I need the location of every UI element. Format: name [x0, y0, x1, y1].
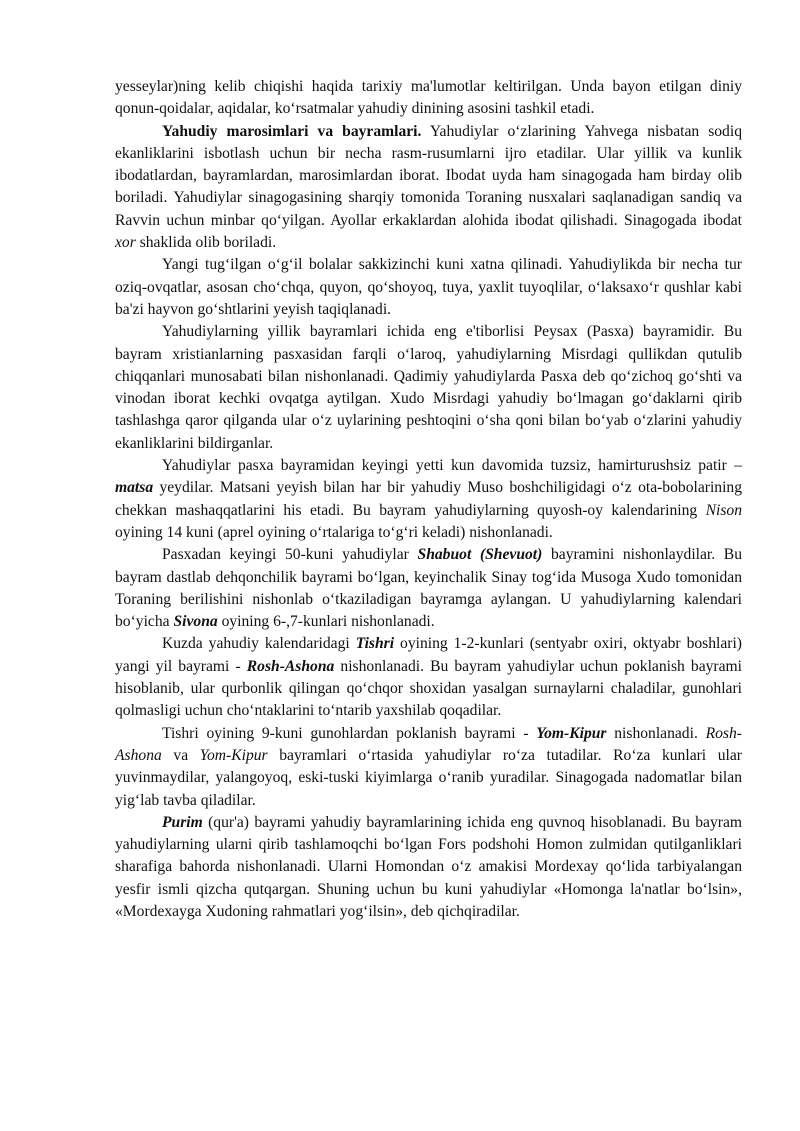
paragraph-text: Yangi tug‘ilgan o‘g‘il bolalar sakkizinchi kuni xatna qilinadi. Yahudiylikda bir necha tur oziq-ovqatlar, asosan cho‘chqa, quyon, qo‘shoyoq, tuya, yaxlit tuyoqlilar, o‘laksaxo‘r qushlar kabi ba'zi hayvon go‘shtlarini yeyish taqiqlanadi. — [115, 256, 742, 318]
term-xor: xor — [115, 234, 136, 252]
paragraph-text: Tishri oyining 9-kuni gunohlardan poklanish bayrami - — [162, 724, 537, 742]
paragraph-circumcision-food — [115, 254, 742, 321]
term-tishri: Tishri — [355, 635, 395, 653]
paragraph-purim — [115, 812, 742, 923]
term-shabuot: Shabuot (Shevuot) — [417, 546, 543, 564]
document-page — [115, 76, 742, 923]
paragraph-text: Kuzda yahudiy kalendaridagi — [162, 635, 356, 653]
paragraph-peysax — [115, 321, 742, 455]
paragraph-text: nishonlanadi. — [606, 724, 706, 742]
term-purim: Purim — [162, 813, 203, 831]
paragraph-yom-kipur — [115, 723, 742, 812]
term-rosh-ashona-italic: Rosh-Ashona — [115, 724, 742, 764]
paragraph-text: yeydilar. Matsani yeyish bilan har bir yahudiy Muso boshchiligidagi o‘z ota-bobolarining chekkan mashaqqatlarini his etadi. Bu bayram yahudiylarning quyosh-oy kalendarining — [115, 479, 742, 519]
paragraph-text: Pasxadan keyingi 50-kuni yahudiylar — [162, 546, 418, 564]
paragraph-text: Yahudiylarning yillik bayramlari ichida eng e'tiborlisi Peysax (Pasxa) bayramidir. Bu bayram xristianlarning pasxasidan farqli o‘laroq, yahudiylarning Misrdagi qullikdan qutulib chiqqanlari munosabati bilan nishonlanadi. Qadimiy yahudiylarda Pasxa deb qo‘zichoq go‘shti va vinodan iborat kechki ovqatga aytilgan. Xudo Misrdagi yahudiy bo‘lmagan go‘daklarni qirib tashlashga qaror qilganda ular o‘z uylarining peshtoqini o‘sha qoni bilan bo‘yab o‘zlarini yahudiy ekanliklarini bildirganlar. — [115, 323, 742, 452]
paragraph-text: yesseylar)ning kelib chiqishi haqida tarixiy ma'lumotlar keltirilgan. Unda bayon etilgan diniy qonun-qoidalar, aqidalar, ko‘rsatmalar yahudiy dinining asosini tashkil etadi. — [115, 78, 742, 118]
paragraph-text: Yahudiylar o‘zlarining Yahvega nisbatan sodiq ekanliklarini isbotlash uchun bir necha rasm-rusumlarni ijro etadilar. Ular yillik va kunlik ibodatlardan, bayramlardan, marosimlardan iborat. Ibodat uyda ham sinagogada ham birday olib boriladi. Yahudiylar sinagogasining sharqiy tomonida Toraning nusxalari saqlanadigan sandiq va Ravvin uchun minbar qo‘yilgan. Ayollar erkaklardan alohida ibodat qilishadi. Sinagogada ibodat — [115, 122, 742, 229]
paragraph-rosh-ashona — [115, 633, 742, 722]
paragraph-text: (qur'a) bayrami yahudiy bayramlarining ichida eng quvnoq hisoblanadi. Bu bayram yahudiylarning ularni qirib tashlamoqchi bo‘lgan Fors podshohi Homon zulmidan qutilganliklari sharafiga bahorda nishonlanadi. Ularni Homondan o‘z amakisi Mordexay qo‘lida tarbiyalangan yesfir ismli qizcha qutqargan. Shuning uchun bu kuni yahudiylar «Homonga la'natlar bo‘lsin», «Mordexayga Xudoning rahmatlari yog‘ilsin», deb qichqiradilar. — [115, 813, 742, 920]
term-rosh-ashona: Rosh-Ashona — [246, 657, 335, 675]
paragraph-text: oyining 6-,7-kunlari nishonlanadi. — [217, 613, 435, 631]
paragraph-text: oyining 1-2-kunlari (sentyabr oxiri, oktyabr boshlari) yangi yil bayrami - — [115, 635, 743, 675]
paragraph-text: va — [161, 746, 200, 764]
term-nison: Nison — [705, 501, 742, 519]
paragraph-matsa — [115, 455, 742, 544]
term-yom-kipur: Yom-Kipur — [536, 724, 607, 742]
section-heading: Yahudiy marosimlari va bayramlari. — [162, 122, 422, 140]
paragraph-intro-continuation — [115, 76, 742, 121]
term-matsa: matsa — [115, 479, 154, 497]
paragraph-text: Yahudiylar pasxa bayramidan keyingi yetti kun davomida tuzsiz, hamirturushsiz patir – — [162, 457, 742, 475]
paragraph-text: bayramini nishonlaydilar. Bu bayram dastlab dehqonchilik bayrami bo‘lgan, keyinchalik Sinay tog‘ida Musoga Xudo tomonidan Toraning berilishini nishonlab o‘tkaziladigan bayramga aylangan. U yahudiylarning kalendari bo‘yicha — [115, 546, 742, 631]
paragraph-shabuot — [115, 544, 742, 633]
paragraph-text: shaklida olib boriladi. — [135, 234, 277, 252]
paragraph-rituals-holidays — [115, 121, 742, 255]
paragraph-text: bayramlari o‘rtasida yahudiylar ro‘za tutadilar. Ro‘za kunlari ular yuvinmaydilar, yalangoyoq, eski-tuski kiyimlarga o‘ranib yuradilar. Sinagogada nadomatlar bilan yig‘lab tavba qiladilar. — [115, 746, 742, 809]
term-yom-kipur-italic: Yom-Kipur — [199, 746, 268, 764]
paragraph-text: oyining 14 kuni (aprel oyining o‘rtalariga to‘g‘ri keladi) nishonlanadi. — [115, 523, 553, 541]
paragraph-text: nishonlanadi. Bu bayram yahudiylar uchun poklanish bayrami hisoblanib, ular qurbonlik qilingan qo‘chqor shoxidan yasalgan surnaylarni chaladilar, gunohlari qolmasligi uchun cho‘ntaklarini to‘ntarib yaxshilab qoqadilar. — [115, 657, 743, 720]
term-sivona: Sivona — [173, 613, 218, 631]
